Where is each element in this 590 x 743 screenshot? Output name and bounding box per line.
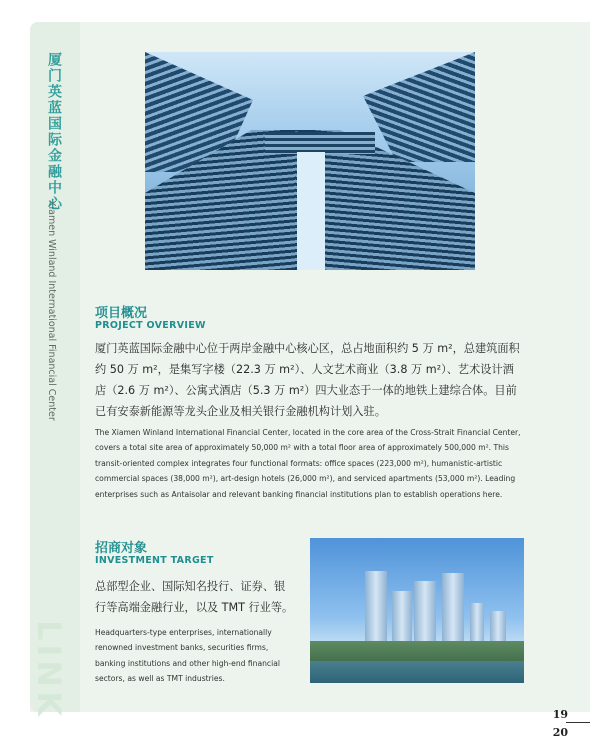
sidebar-title-en: Xiamen Winland International Financial Center [46, 200, 57, 421]
investment-heading-en: INVESTMENT TARGET [95, 555, 214, 566]
overview-heading-zh: 项目概况 [95, 306, 148, 321]
skyline-building [414, 581, 436, 643]
page-number-left: 19 [552, 708, 568, 721]
tower-right-shape [363, 52, 475, 162]
skyline-building [490, 611, 506, 643]
overview-body-zh: 厦门英蓝国际金融中心位于两岸金融中心核心区，总占地面积约 5 万 m²，总建筑面积约 50 万 m²，是集写字楼（22.3 万 m²）、人文艺术商业（3.8 万 m²）、艺术设计酒店（2.6 万 m²）、公寓式酒店（5.3 万 m²）四大业态于一体的地铁上建综合体。目前已有安泰新能源等龙头企业及相关银行金融机构计划入驻。 [95, 342, 520, 418]
skyline-building [392, 591, 412, 643]
sky-gap-shape [297, 152, 325, 270]
overview-body-en: The Xiamen Winland International Financial Center, located in the core area of the Cross-Strait Financial Center, covers a total site area of approximately 50,000 m² with a total floor area of approximately 500,000 m². This transit-oriented complex integrates four functional formats: office spaces (223,000 m²), humanistic-artistic commercial spaces (38,000 m²), art-design hotels (26,000 m²), and serviced apartments (53,000 m²). Leading enterprises such as Antaisolar and relevant banking financial institutions plan to establish operations here. [95, 428, 521, 499]
tower-photo [145, 52, 475, 270]
sidebar-title-zh: 厦门英蓝国际金融中心 [46, 52, 62, 212]
skyline-building [470, 603, 484, 643]
page-number-right: 20 [552, 726, 568, 739]
shoreline [310, 641, 524, 661]
investment-heading-zh: 招商对象 [95, 541, 148, 556]
skyline-building [365, 571, 387, 643]
sky-bridge-shape [265, 132, 375, 154]
page-divider [566, 722, 590, 723]
overview-heading-en: PROJECT OVERVIEW [95, 320, 206, 331]
skyline-building [442, 573, 464, 643]
investment-body-zh: 总部型企业、国际知名投行、证券、银行等高端金融行业，以及 TMT 行业等。 [95, 580, 294, 614]
skyline-photo [310, 538, 524, 683]
water [310, 661, 524, 683]
link-watermark: LINK [30, 620, 68, 720]
investment-body-en: Headquarters-type enterprises, internationally renowned investment banks, securities firms, banking institutions and other high-end financial sectors, as well as TMT industries. [95, 628, 280, 684]
